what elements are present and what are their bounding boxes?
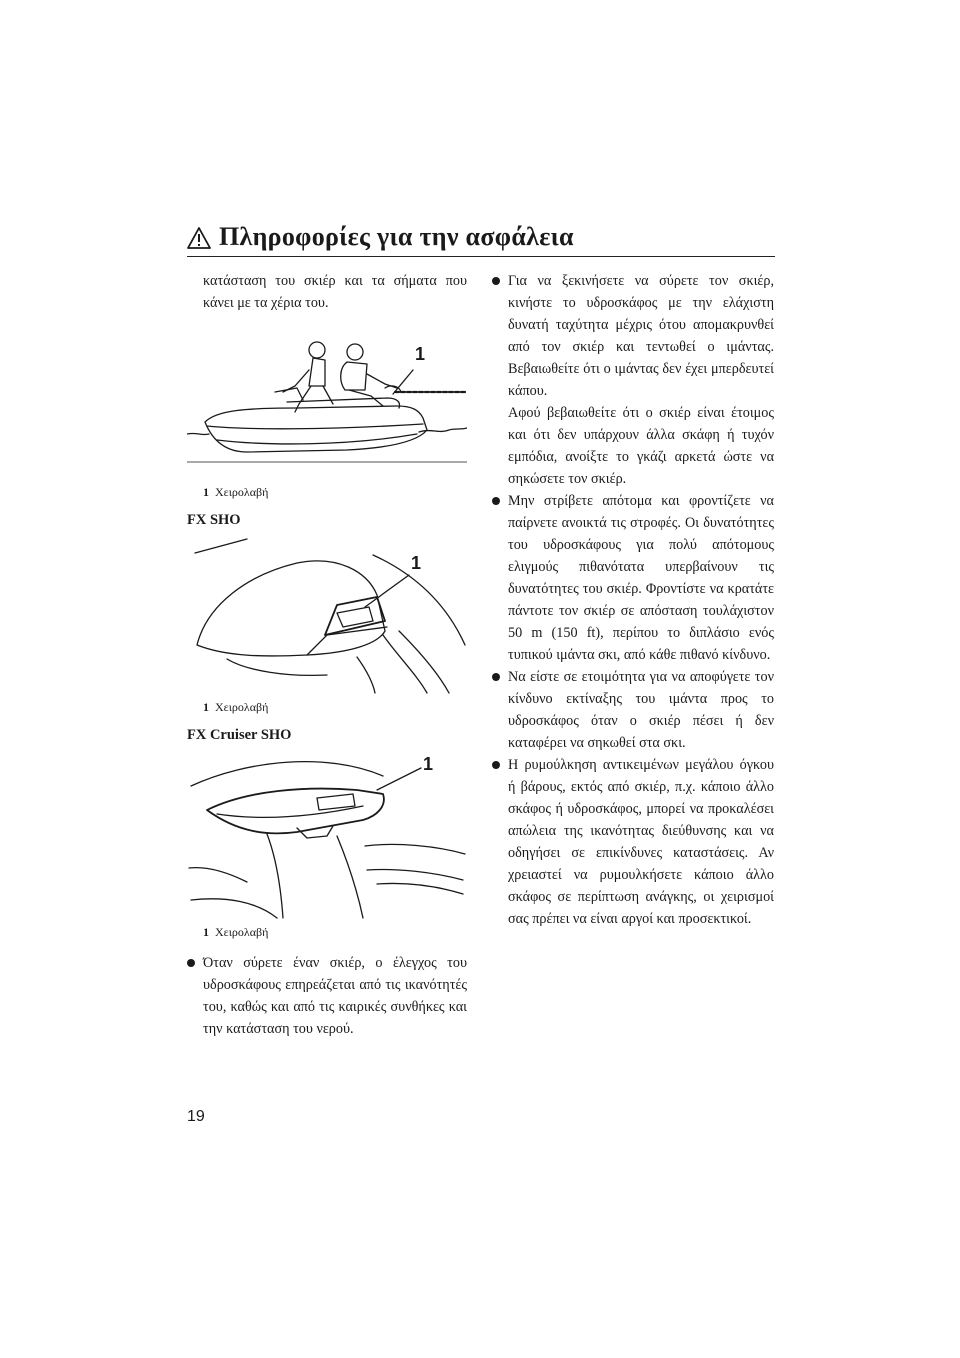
figure-callout: 1 (423, 754, 434, 774)
figure-caption (203, 484, 467, 500)
caption-number: 1 (203, 485, 209, 499)
caption-text: Χειρολαβή (215, 925, 269, 939)
bullet-dot-icon (492, 497, 500, 505)
bullet-text: Να είστε σε ετοιμότητα για να αποφύγετε τον κίνδυνο εκτίναξης του ιμάντα προς το υδροσκάφος όταν ο σκιέρ πέσει ή δεν καταφέρει να σηκωθεί στα σκι. (508, 669, 774, 751)
caption-text: Χειρολαβή (215, 485, 269, 499)
figure-towing (187, 330, 467, 480)
bullet-item (492, 270, 774, 402)
header-rule (187, 256, 775, 257)
bullet-item (492, 490, 774, 666)
figure-callout: 1 (411, 553, 422, 573)
figure-caption (203, 699, 467, 715)
warning-triangle-icon (187, 226, 211, 250)
page-number: 19 (187, 1108, 205, 1125)
intro-paragraph: κατάσταση του σκιέρ και τα σήματα που κάνει με τα χέρια του. (203, 273, 467, 311)
caption-number: 1 (203, 700, 209, 714)
bullet-item (187, 952, 467, 1040)
bullet-dot-icon (492, 761, 500, 769)
bullet-dot-icon (187, 959, 195, 967)
model-heading: FX Cruiser SHO (187, 727, 292, 743)
figure-fx-sho (187, 535, 467, 695)
figure-caption (203, 924, 467, 940)
fx-sho-handle-illustration (187, 535, 467, 695)
bullet-dot-icon (492, 673, 500, 681)
bullet-text: Η ρυμούλκηση αντικειμένων μεγάλου όγκου ή βάρους, εκτός από σκιέρ, π.χ. κάποιο άλλο σκάφος ή υδροσκάφος, μπορεί να προκαλέσει απώλεια της ικανότητας διεύθυνσης και να οδηγήσει σε επικίνδυνες καταστάσεις. Αν χρειαστεί να ρυμουλκήσετε κάποιο άλλο σκάφος σε περίπτωση ανάγκης, οι χειρισμοί σας πρέπει να είναι αργοί και προσεκτικοί. (508, 757, 774, 927)
left-column (187, 270, 467, 1040)
bullet-text: Όταν σύρετε έναν σκιέρ, ο έλεγχος του υδροσκάφους επηρεάζεται από τις ικανότητές του, καθώς και από τις καιρικές συνθήκες και την κατάσταση του νερού. (203, 955, 467, 1037)
model-heading: FX SHO (187, 512, 241, 528)
fx-cruiser-sho-handle-illustration (187, 750, 467, 920)
bullet-text: Μην στρίβετε απότομα και φροντίζετε να παίρνετε ανοικτά τις στροφές. Οι δυνατότητες του υδροσκάφους για πολύ απότομους ελιγμούς πιθανότατα υπερβαίνουν τις δυνατότητες του σκιέρ. Φροντίστε να κρατάτε πάντοτε τον σκιέρ σε απόσταση τουλάχιστον 50 m (150 ft), περίπου το διπλάσιο ενός τυπικού ιμάντα σκι, από κάθε πιθανό κίνδυνο. (508, 493, 774, 663)
bullet-continuation: Αφού βεβαιωθείτε ότι ο σκιέρ είναι έτοιμος και ότι δεν υπάρχουν άλλα σκάφη ή τυχόν εμπόδια, ανοίξτε το γκάζι αρκετά ώστε να σηκώσετε τον σκιέρ. (508, 405, 774, 487)
bullet-item (492, 754, 774, 930)
bullet-dot-icon (492, 277, 500, 285)
figure-callout: 1 (415, 344, 426, 364)
bullet-item (492, 666, 774, 754)
caption-number: 1 (203, 925, 209, 939)
right-column (492, 270, 774, 930)
caption-text: Χειρολαβή (215, 700, 269, 714)
page-header (187, 222, 775, 258)
figure-fx-cruiser-sho (187, 750, 467, 920)
page-title: Πληροφορίες για την ασφάλεια (219, 222, 574, 251)
bullet-text: Για να ξεκινήσετε να σύρετε τον σκιέρ, κινήστε το υδροσκάφος με την ελάχιστη δυνατή ταχύτητα μέχρις ότου απομακρυνθεί από τον σκιέρ και τεντωθεί ο ιμάντας. Βεβαιωθείτε ότι ο ιμάντας δεν έχει μπερδευτεί κάπου. (508, 273, 774, 399)
